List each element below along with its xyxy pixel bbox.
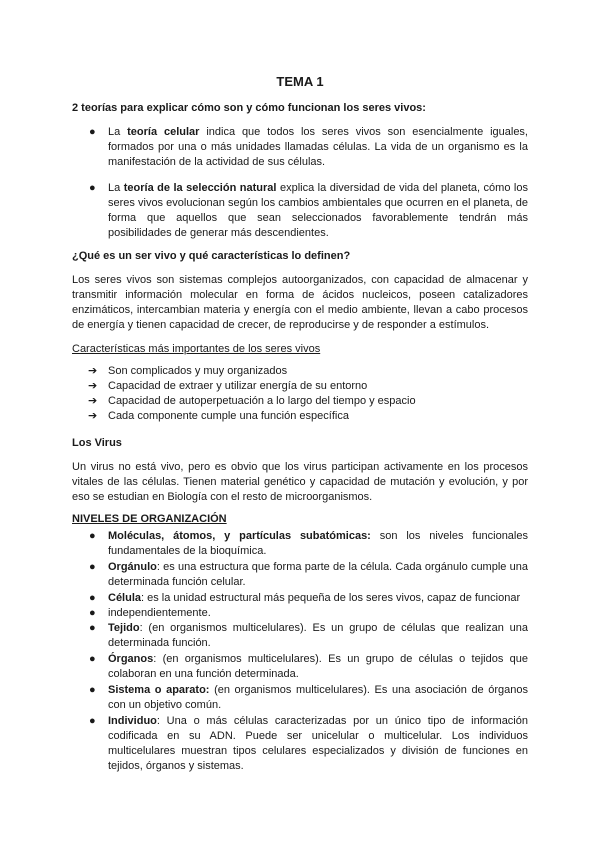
virus-heading: Los Virus <box>72 437 122 449</box>
theories-list <box>72 125 528 241</box>
bullet-icon: ● <box>89 182 96 194</box>
bullet-icon: ● <box>89 592 96 604</box>
list-item: ● Sistema o aparato: (en organismos multicelulares). Es una asociación de órganos con un objetivo común. <box>89 684 529 711</box>
list-item: ➔ Cada componente cumple una función específica <box>88 410 349 422</box>
living-heading: ¿Qué es un ser vivo y qué características lo definen? <box>72 250 351 262</box>
bullet-icon: ● <box>89 607 96 619</box>
list-item: ● La teoría celular indica que todos los seres vivos son esencialmente iguales, formados por una o más unidades llamadas células. La vida de un organismo es la manifestación de la actividad de sus células. <box>89 126 528 168</box>
levels-heading: NIVELES DE ORGANIZACIÓN <box>72 513 227 525</box>
virus-paragraph: Un virus no está vivo, pero es obvio que los virus participan activamente en los procesos vitales de las células. Tienen material genético y capacidad de mutación y evolución, y por eso se estudian en Biología con el resto de microorganismos. <box>72 461 528 503</box>
bullet-icon: ● <box>89 715 96 727</box>
list-item: ● independientemente. <box>89 607 211 619</box>
levels-list <box>72 529 528 774</box>
list-item: ● Tejido: (en organismos multicelulares). Es un grupo de células que realizan una determinada función. <box>89 622 528 649</box>
arrow-icon: ➔ <box>88 365 98 377</box>
bullet-icon: ● <box>89 126 96 138</box>
theories-heading: 2 teorías para explicar cómo son y cómo funcionan los seres vivos: <box>72 102 426 114</box>
bullet-icon: ● <box>89 684 96 696</box>
living-paragraph: Los seres vivos son sistemas complejos autoorganizados, con capacidad de almacenar y transmitir información molecular en forma de ácidos nucleicos, poseen catalizadores enzimáticos, intercambian materia y energía con el medio ambiente, llevan a cabo procesos de energía y tienen capacidad de crecer, de reproducirse y de responder a estímulos. <box>72 274 528 331</box>
list-item: ● Órganos: (en organismos multicelulares). Es un grupo de células o tejidos que colaboran en una función determinada. <box>89 653 528 680</box>
list-item: ● La teoría de la selección natural explica la diversidad de vida del planeta, cómo los seres vivos evolucionan según los cambios ambientales que ocurren en el planeta, de forma que aquellos que sean seleccionados favorablemente tendrán más posibilidades de generar más descendientes. <box>89 182 528 239</box>
list-item: ● Moléculas, átomos, y partículas subatómicas: son los niveles funcionales fundamentales de la bioquímica. <box>89 530 528 557</box>
bullet-icon: ● <box>89 653 96 665</box>
list-item: ● Individuo: Una o más células caracterizadas por un único tipo de información codificada en su ADN. Puede ser unicelular o multicelular. Los individuos multicelulares muestran tipos celulares especializados y división de funciones en tejidos, órganos y sistemas. <box>89 715 528 772</box>
bullet-icon: ● <box>89 622 96 634</box>
page-title: TEMA 1 <box>276 74 324 89</box>
list-item: ➔ Capacidad de autoperpetuación a lo largo del tiempo y espacio <box>88 395 416 407</box>
list-item: ● Célula: es la unidad estructural más pequeña de los seres vivos, capaz de funcionar <box>89 592 521 604</box>
arrow-icon: ➔ <box>88 410 98 422</box>
list-item: ➔ Capacidad de extraer y utilizar energía de su entorno <box>88 380 368 392</box>
bullet-icon: ● <box>89 561 96 573</box>
characteristics-list <box>72 364 528 424</box>
arrow-icon: ➔ <box>88 380 98 392</box>
arrow-icon: ➔ <box>88 395 98 407</box>
bullet-icon: ● <box>89 530 96 542</box>
characteristics-heading: Características más importantes de los seres vivos <box>72 343 321 355</box>
list-item: ● Orgánulo: es una estructura que forma parte de la célula. Cada orgánulo cumple una determinada función celular. <box>89 561 528 588</box>
list-item: ➔ Son complicados y muy organizados <box>88 365 288 377</box>
